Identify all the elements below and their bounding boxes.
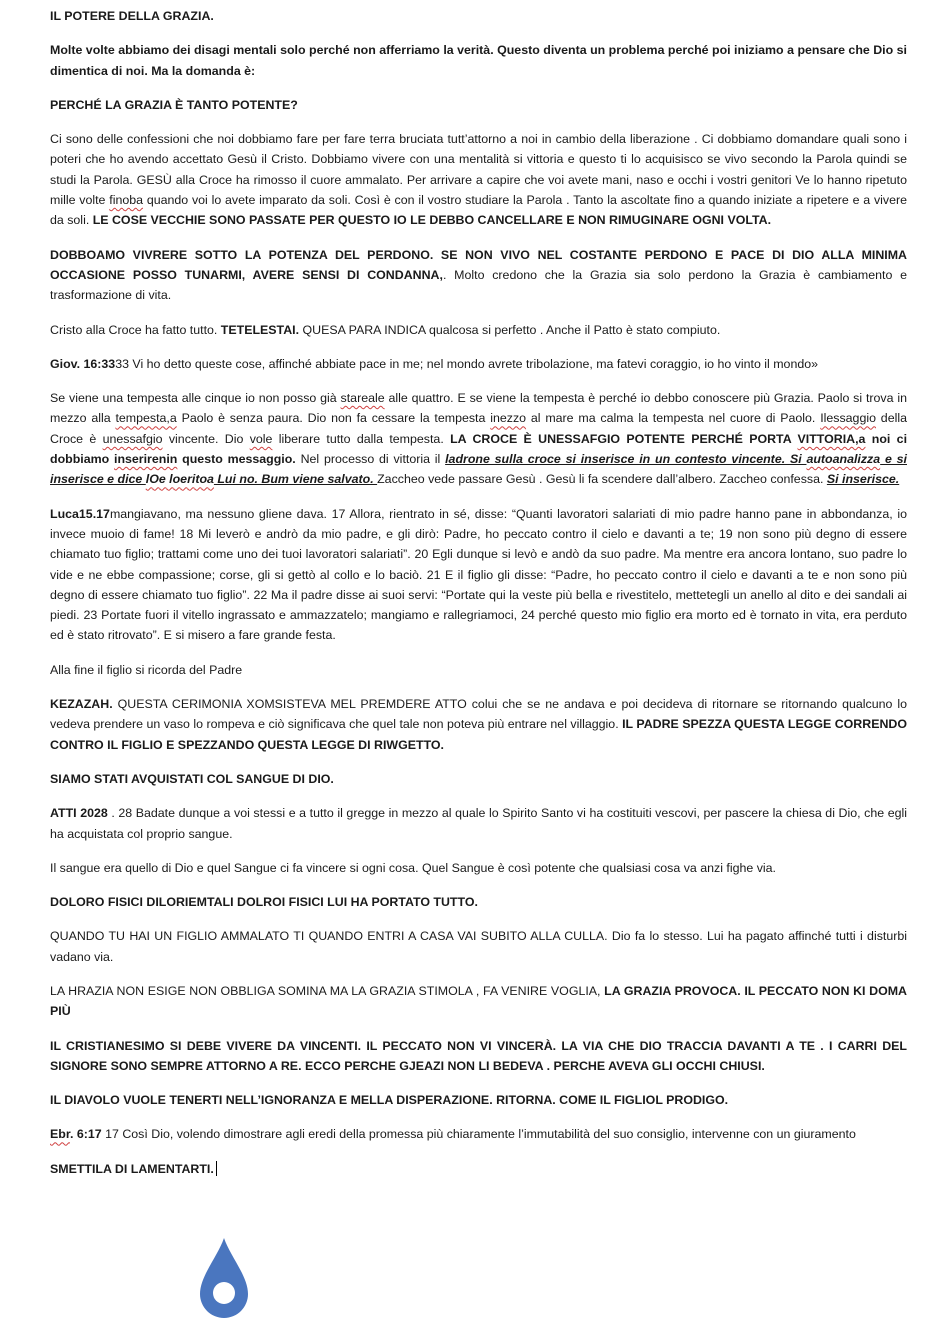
paragraph-sangue: Il sangue era quello di Dio e quel Sangue ci fa vincere si ogni cosa. Quel Sangue è così potente che qualsiasi cosa va anzi fighe via.: [50, 860, 776, 875]
text-caret: [216, 1161, 217, 1176]
paragraph-kezazah: KEZAZAH. QUESTA CERIMONIA XOMSISTEVA MEL PREMDERE ATTO colui che se ne andava e poi decideva di ritornare se ritornando qualcuno lo vedeva prendere un vaso lo rompeva e ciò significava che quel tale non poteva più entrare nel villaggio. IL PADRE SPEZZA QUESTA LEGGE CORRENDO CONTRO IL FIGLIO E SPEZZANDO QUESTA LEGGE DI RIWGETTO.: [50, 697, 907, 752]
paragraph-ebrei: Ebr. 6:17 17 Così Dio, volendo dimostrare agli eredi della promessa più chiaramente l’immutabilità del suo consiglio, intervenne con un giuramento: [50, 1127, 856, 1142]
paragraph-luca: Luca15.17mangiavano, ma nessuno gliene dava. 17 Allora, rientrato in sé, disse: “Quanti lavoratori salariati di mio padre hanno pane in abbondanza, io invece muoio di fame! 18 Mi leverò e andrò da mio padre, e gli dirò: Padre, ho peccato contro il cielo e davanti a te; 19 non sono più degno di essere chiamato tuo figlio; trattami come uno dei tuoi lavoratori salariati”. 20 Egli dunque si levò e andò da suo padre. Ma mentre era ancora lontano, suo padre lo vide e ne ebbe compassione; corse, gli si gettò al collo e lo baciò. 21 E il figlio gli disse: “Padre, ho peccato contro il cielo e davanti a te e non sono più degno di essere chiamato tuo figlio”. 22 Ma il padre disse ai suoi servi: “Portate qui la veste più bella e rivestitelo, mettetegli un anello al dito e dei sandali ai piedi. 23 Portate fuori il vitello ingrassato e ammazzatelo; mangiamo e rallegriamoci, 24 perché questo mio figlio era morto ed è tornato in vita, era perduto ed è stato ritrovato”. E si misero a fare grande festa.: [50, 506, 907, 643]
intro-paragraph: Molte volte abbiamo dei disagi mentali solo perché non afferriamo la verità. Questo diventa un problema perché poi iniziamo a pensare che Dio si dimentica di noi. Ma la domanda è:: [50, 43, 907, 78]
paragraph-atti: ATTI 2028 . 28 Badate dunque a voi stessi e a tutto il gregge in mezzo al quale lo Spirito Santo vi ha costituiti vescovi, per pascere la chiesa di Dio, che egli ha acquistata col proprio sangue.: [50, 806, 907, 841]
paragraph-sangue-heading: SIAMO STATI AVQUISTATI COL SANGUE DI DIO.: [50, 771, 334, 786]
paragraph-dolori: DOLORO FISICI DILORIEMTALI DOLROI FISICI LUI HA PORTATO TUTTO.: [50, 895, 478, 910]
paragraph-diavolo: IL DIAVOLO VUOLE TENERTI NELL’IGNORANZA E MELLA DISPERAZIONE. RITORNA. COME IL FIGLIOL PRODIGO.: [50, 1093, 729, 1108]
paragraph-confessioni: Ci sono delle confessioni che noi dobbiamo fare per fare terra bruciata tutt’attorno a noi in cambio della liberazione . Ci dobbiamo domandare quali sono i poteri che ho avendo accettato Gesù il Cristo. Dobbiamo vivere con una mentalità si vittoria e questo ti lo acquisisco se vivo secondo la Parola quindi se studi la Parola. GESÙ alla Croce ha rimosso il cuore ammalato. Per arrivare a capire che voi avete mani, naso e occhi i vostri genitori Ve lo hanno ripetuto mille volte finoba quando voi lo avete imparato da soli. Così è con il vostro studiare la Parola . Tanto la ascoltate fino a quando iniziate a ripetere e a vivere da soli. LE COSE VECCHIE SONO PASSATE PER QUESTO IO LE DEBBO CANCELLARE E NON RIMUGINARE OGNI VOLTA.: [50, 132, 907, 228]
paragraph-tetelestai: Cristo alla Croce ha fatto tutto. TETELESTAI. QUESA PARA INDICA qualcosa si perfetto . Anche il Patto è stato compiuto.: [50, 322, 721, 337]
document-page[interactable]: [50, 6, 907, 1193]
paragraph-giovanni: Giov. 16:3333 Vi ho detto queste cose, affinché abbiate pace in me; nel mondo avrete tribolazione, ma fatevi coraggio, io ho vinto il mondo»: [50, 356, 819, 371]
question-heading: PERCHÉ LA GRAZIA È TANTO POTENTE?: [50, 97, 298, 112]
paragraph-figlio-ammalato: QUANDO TU HAI UN FIGLIO AMMALATO TI QUANDO ENTRI A CASA VAI SUBITO ALLA CULLA. Dio fa lo stesso. Lui ha pagato affinché tutti i disturbi vadano via.: [50, 929, 907, 964]
doc-title: IL POTERE DELLA GRAZIA.: [50, 9, 214, 23]
text-cursor-handle-icon[interactable]: [198, 1236, 250, 1320]
paragraph-final[interactable]: SMETTILA DI LAMENTARTI.: [50, 1159, 907, 1179]
spelling-error: finoba: [109, 193, 144, 208]
paragraph-cristianesimo: IL CRISTIANESIMO SI DEBE VIVERE DA VINCENTI. IL PECCATO NON VI VINCERÀ. LA VIA CHE DIO TRACCIA DAVANTI A TE . I CARRI DEL SIGNORE SONO SEMPRE ATTORNO A RE. ECCO PERCHE GJEAZI NON LI BEDEVA . PERCHE AVEVA GLI OCCHI CHIUSI.: [50, 1038, 907, 1073]
paragraph-padre: Alla fine il figlio si ricorda del Padre: [50, 662, 243, 677]
paragraph-grazia-provoca: LA HRAZIA NON ESIGE NON OBBLIGA SOMINA MA LA GRAZIA STIMOLA , FA VENIRE VOGLIA, LA GRAZIA PROVOCA. IL PECCATO NON KI DOMA PIÙ: [50, 983, 907, 1019]
paragraph-perdono: DOBBOAMO VIVRERE SOTTO LA POTENZA DEL PERDONO. SE NON VIVO NEL COSTANTE PERDONO E PACE DI DIO ALLA MINIMA OCCASIONE POSSO TUNARMI, AVERE SENSI DI CONDANNA,. Molto credono che la Grazia sia solo perdono la Grazia è cambiamento e trasformazione di vita.: [50, 247, 907, 303]
paragraph-tempesta: Se viene una tempesta alle cinque io non posso già stareale alle quattro. E se viene la tempesta è perché io debbo conoscere più Grazia. Paolo si trova in mezzo alla tempesta,a Paolo è senza paura. Dio non fa cessare la tempesta inezzo al mare ma calma la tempesta nel cuore di Paolo. Ilessaggio della Croce è unessafgio vincente. Dio vole liberare tutto dalla tempesta. LA CROCE È UNESSAFGIO POTENTE PERCHÉ PORTA VITTORIA,a noi ci dobbiamo inserirenin questo messaggio. Nel processo di vittoria il ladrone sulla croce si inserisce in un contesto vincente. Si autoanalizza e si inserisce e dice lOe loeritoa Lui no. Bum viene salvato. Zaccheo vede passare Gesù . Gesù li fa scendere dall’albero. Zaccheo confessa. Si inserisce.: [50, 391, 908, 487]
